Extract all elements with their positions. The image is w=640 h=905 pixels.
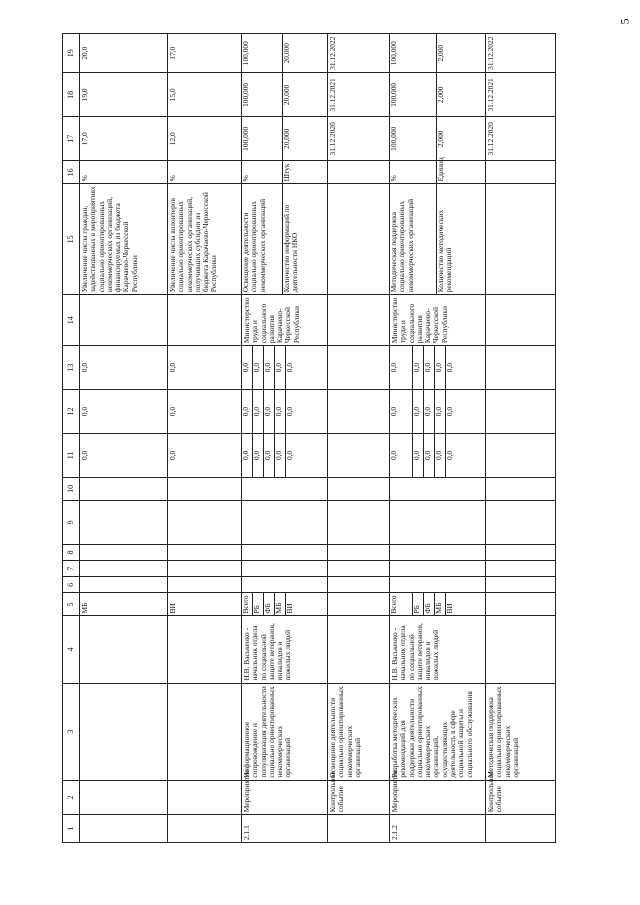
values-list: [390, 346, 456, 389]
value-cell: 17,0: [80, 117, 168, 161]
value-cell: 0,0: [413, 346, 424, 389]
unit-cell: Штук: [282, 163, 291, 182]
responsible-person: Н.В. Васькенко - начальник отдела по социальной защите ветеранов, инвалидов и пожилых людей: [390, 616, 486, 683]
value-cell: 0,0: [285, 450, 294, 461]
value-cell: 17,0: [168, 34, 242, 73]
source-item: Всего: [242, 593, 253, 615]
value-cell: 0,0: [424, 346, 435, 389]
indicator-cell: Освещение деятельности социально ориентированных некоммерческих организаций: [242, 184, 283, 294]
indicator-cell: Увеличение числа волонтеров социально ориентированных некоммерческих организаций, получивших субсидии из бюджета Карачаево-Черкесской Республики: [168, 184, 242, 295]
responsible-person: Н.В. Васькенко - начальник отдела по социальной защите ветеранов, инвалидов и пожилых людей: [242, 616, 328, 683]
col-num: 6: [63, 577, 80, 593]
value-cell: 0,0: [445, 450, 454, 461]
date-cell: 31.12.2021: [486, 73, 556, 117]
col-num: 4: [63, 616, 80, 683]
col-num: 2: [63, 780, 80, 815]
unit-cell: Единиц: [436, 157, 445, 182]
unit-cell: %: [80, 161, 168, 184]
value-cell: 0,0: [80, 390, 168, 434]
value-cell: 0,0: [168, 346, 242, 390]
value-cell: 0,0: [285, 406, 294, 417]
target-list: [390, 34, 483, 72]
units-list: [389, 157, 483, 183]
measure-row-2-1-1: [242, 34, 328, 843]
source-item: РБ: [413, 593, 424, 615]
value-cell: 0,0: [424, 434, 435, 477]
col-num: 1: [63, 815, 80, 843]
value-cell: 0,0: [285, 362, 294, 373]
values-list: [390, 390, 456, 433]
col-num: 11: [63, 433, 80, 477]
value-cell: 0,0: [253, 390, 264, 433]
row-number: 2.1.1: [242, 815, 328, 843]
indicator-cell: Количество информаций по деятельности НКО: [282, 204, 300, 293]
sources-list: [242, 593, 296, 615]
row-type: Мероприятие: [242, 780, 328, 815]
sources-list: [390, 593, 456, 615]
col-num: 17: [63, 117, 80, 161]
value-cell: 0,0: [80, 346, 168, 390]
col-num: 7: [63, 561, 80, 577]
units-list: [242, 161, 323, 183]
measure-row-2-1-2: [390, 34, 486, 843]
unit-cell: %: [390, 161, 437, 183]
unit-cell: %: [168, 161, 242, 184]
value-cell: 0,0: [435, 346, 446, 389]
value-cell: 0,0: [168, 433, 242, 477]
indicator-cell: Методическая поддержка социально ориентированных некоммерческих организаций: [390, 184, 437, 294]
value-cell: 100,000: [390, 34, 437, 72]
source-item: ВИ: [445, 603, 454, 614]
date-cell: 31.12.2022: [328, 34, 390, 73]
value-cell: 100,000: [242, 34, 283, 72]
indicators-list: [390, 184, 483, 294]
rotated-table-wrapper: [62, 33, 612, 843]
source-item: ФБ: [264, 593, 275, 615]
date-cell: 31.12.2022: [486, 34, 556, 73]
measure-name: Разработка методических рекомендаций для поддержки деятельности социально ориентированных некоммерческих организаций, осуществляющих деятельность в сфере социальной защиты и социального обслуживания: [390, 683, 486, 780]
indicators-list: [242, 184, 323, 294]
col-num: 9: [63, 500, 80, 544]
value-cell: 0,0: [168, 390, 242, 434]
control-event-name: Методическая поддержка социально ориентированных некоммерческих организаций: [486, 683, 556, 780]
control-event-row: [328, 34, 390, 843]
value-cell: 12,0: [168, 117, 242, 161]
value-cell: 0,0: [275, 434, 286, 477]
source-item: Всего: [390, 593, 413, 615]
value-cell: 2,000: [436, 86, 445, 104]
target-list: [242, 34, 323, 72]
col-num: 5: [63, 593, 80, 616]
col-num: 10: [63, 477, 80, 500]
date-cell: 31.12.2020: [486, 117, 556, 161]
source-cell: ВИ: [168, 593, 242, 616]
source-item: МБ: [435, 593, 446, 615]
column-number-row: [63, 34, 80, 843]
col-num: 13: [63, 346, 80, 390]
source-item: ФБ: [424, 593, 435, 615]
row-number: 2.1.2: [390, 815, 486, 843]
value-cell: 0,0: [264, 434, 275, 477]
value-cell: 20,000: [282, 84, 291, 106]
target-list: [390, 73, 483, 116]
indicator-cell: Количество методических рекомендаций: [436, 209, 454, 293]
value-cell: 20,000: [282, 128, 291, 149]
control-event-name: Освещение деятельности социально ориентированных некоммерческих организаций: [328, 683, 390, 780]
value-cell: 19,0: [80, 73, 168, 117]
col-num: 19: [63, 34, 80, 73]
control-event-row: [486, 34, 556, 843]
value-cell: 2,000: [436, 44, 445, 62]
col-num: 14: [63, 295, 80, 346]
value-cell: 0,0: [80, 433, 168, 477]
value-cell: 0,0: [242, 390, 253, 433]
value-cell: 0,0: [275, 346, 286, 389]
col-num: 15: [63, 184, 80, 295]
row-type: Контрольное событие: [486, 780, 556, 815]
source-item: МБ: [275, 593, 286, 615]
indicator-cell: Увеличение числа граждан, задействованных в мероприятиях социально ориентированных некоммерческих организаций, финансируемых из бюджета Карачаево-Черкесской Республики: [80, 184, 168, 295]
value-cell: 0,0: [390, 434, 413, 477]
col-num: 16: [63, 161, 80, 184]
col-num: 12: [63, 390, 80, 434]
value-cell: 0,0: [435, 390, 446, 433]
value-cell: 0,0: [445, 362, 454, 373]
value-cell: 2,000: [436, 130, 445, 148]
value-cell: 0,0: [242, 346, 253, 389]
value-cell: 20,000: [282, 43, 291, 64]
source-cell: МБ: [80, 593, 168, 616]
unit-cell: %: [242, 161, 283, 183]
value-cell: 0,0: [435, 434, 446, 477]
program-table: [62, 33, 556, 843]
value-cell: 0,0: [264, 346, 275, 389]
value-cell: 0,0: [390, 346, 413, 389]
value-cell: 0,0: [445, 406, 454, 417]
value-cell: 0,0: [413, 390, 424, 433]
value-cell: 0,0: [390, 390, 413, 433]
value-cell: 100,000: [242, 73, 283, 116]
value-cell: 0,0: [264, 390, 275, 433]
value-cell: 100,000: [242, 117, 283, 160]
value-cell: 0,0: [413, 434, 424, 477]
executor: Министерство труда и социального развития Карачаево-Черкесской Республики: [242, 295, 328, 346]
value-cell: 100,000: [390, 117, 437, 160]
target-list: [390, 117, 483, 160]
values-list: [242, 346, 296, 389]
value-cell: 100,000: [390, 73, 437, 116]
values-list: [390, 434, 456, 477]
value-cell: 0,0: [253, 434, 264, 477]
page-number: 5: [617, 18, 632, 25]
value-cell: 15,0: [168, 73, 242, 117]
continuation-row: [80, 34, 168, 843]
source-item: ВИ: [285, 603, 294, 614]
date-cell: 31.12.2020: [328, 117, 390, 161]
row-type: Мероприятие: [390, 780, 486, 815]
target-list: [242, 117, 323, 160]
col-num: 8: [63, 544, 80, 560]
value-cell: 0,0: [275, 390, 286, 433]
col-num: 3: [63, 683, 80, 780]
value-cell: 20,0: [80, 34, 168, 73]
target-list: [242, 73, 323, 116]
value-cell: 0,0: [424, 390, 435, 433]
value-cell: 0,0: [242, 434, 253, 477]
col-num: 18: [63, 73, 80, 117]
date-cell: 31.12.2021: [328, 73, 390, 117]
source-item: РБ: [253, 593, 264, 615]
measure-name: Информационное сопровождение и популяризация деятельности социально ориентированных некоммерческих организаций: [242, 683, 328, 780]
executor: Министерство труда и социального развития Карачаево-Черкесской Республики: [390, 295, 486, 346]
continuation-row: [168, 34, 242, 843]
value-cell: 0,0: [253, 346, 264, 389]
values-list: [242, 434, 296, 477]
row-type: Контрольное событие: [328, 780, 390, 815]
values-list: [242, 390, 296, 433]
